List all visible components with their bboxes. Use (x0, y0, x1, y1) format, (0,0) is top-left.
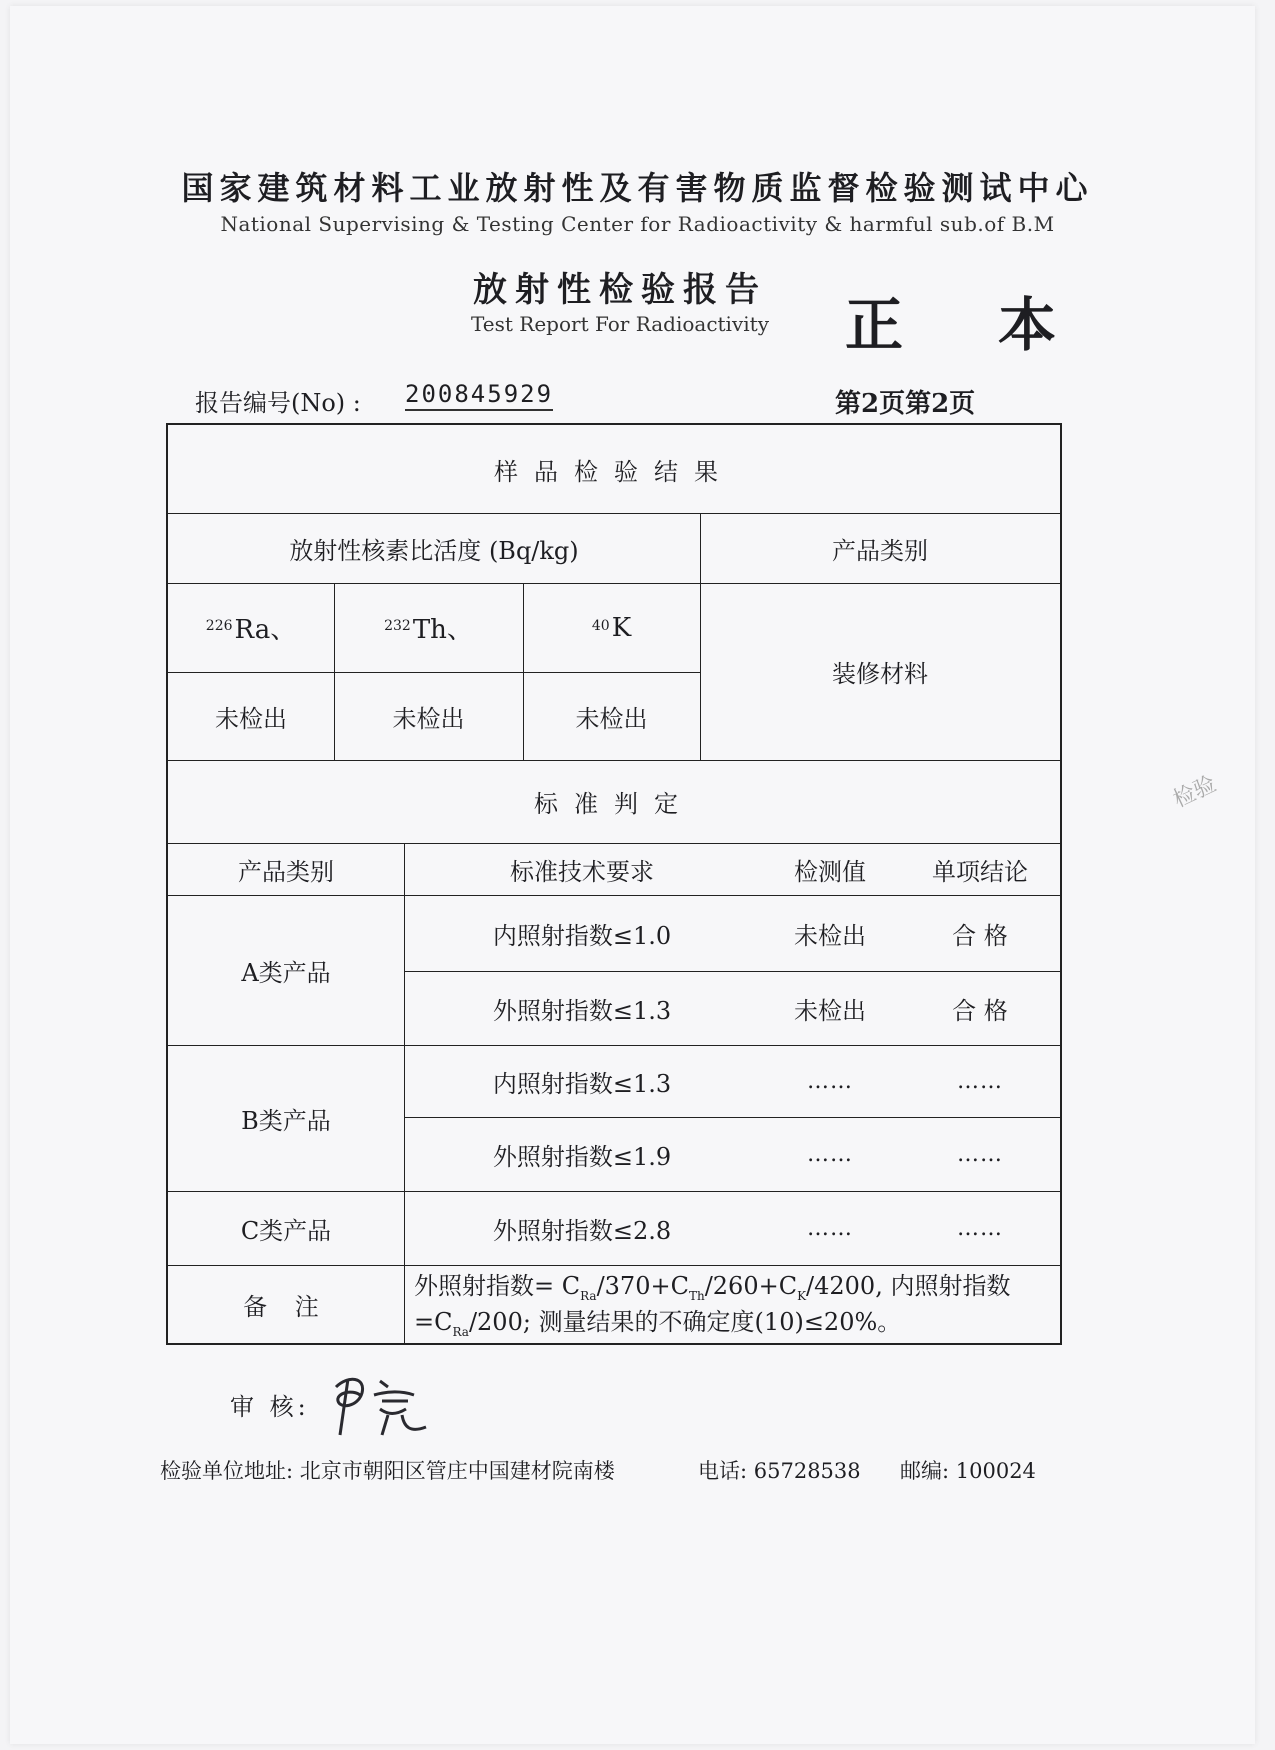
nuclide-k-result: 未检出 (575, 704, 648, 733)
category-header: 产品类别 (832, 536, 928, 565)
results-table (166, 423, 1062, 1345)
conclusion-a-internal: 合 格 (952, 921, 1008, 950)
reviewer-label: 审 核: (230, 1393, 310, 1421)
col-header-conclusion: 单项结论 (932, 857, 1028, 886)
measured-c-external: …… (807, 1215, 853, 1241)
report-number-value: 200845929 (405, 379, 553, 411)
col-header-category: 产品类别 (238, 857, 334, 886)
footer-address: 检验单位地址: 北京市朝阳区管庄中国建材院南楼 (160, 1459, 615, 1483)
product-category-value: 装修材料 (832, 660, 928, 688)
footer-postcode: 邮编: 100024 (900, 1459, 1036, 1483)
measured-a-external: 未检出 (794, 996, 866, 1025)
measured-a-internal: 未检出 (794, 921, 866, 950)
conclusion-a-external: 合 格 (952, 996, 1008, 1025)
original-copy-stamp: 正本 (845, 291, 1152, 359)
sample-results-title: 样品检验结果 (494, 457, 734, 486)
report-number-label: 报告编号(No) : (195, 389, 361, 417)
requirement-a-external: 外照射指数≤1.3 (492, 996, 672, 1025)
nuclide-th-header: $^{232}$ Th、 (384, 615, 473, 645)
partial-seal: 检验 (1169, 771, 1221, 813)
conclusion-b-internal: …… (957, 1068, 1003, 1094)
category-b: B类产品 (241, 1106, 331, 1135)
report-title-cn: 放射性检验报告 (473, 270, 767, 310)
measured-b-external: …… (807, 1141, 853, 1167)
page-number: 第2页第2页 (835, 389, 976, 419)
requirement-c-external: 外照射指数≤2.8 (492, 1216, 672, 1245)
remarks-label: 备 注 (243, 1292, 329, 1321)
requirement-a-internal: 内照射指数≤1.0 (492, 921, 672, 950)
standard-judgement-title: 标准判定 (534, 790, 694, 818)
requirement-b-internal: 内照射指数≤1.3 (492, 1069, 672, 1098)
category-a: A类产品 (241, 958, 331, 987)
report-title-en: Test Report For Radioactivity (471, 312, 769, 336)
conclusion-b-external: …… (957, 1141, 1003, 1167)
nuclide-ra-header: $^{226}$ Ra、 (205, 615, 297, 645)
nuclide-th-result: 未检出 (392, 704, 465, 733)
institution-name-cn: 国家建筑材料工业放射性及有害物质监督检验测试中心 (181, 169, 1094, 207)
nuclide-k-header: $^{40}$ K (591, 612, 632, 643)
col-header-requirement: 标准技术要求 (510, 857, 654, 886)
activity-header: 放射性核素比活度 (Bq/kg) (289, 536, 579, 565)
remarks-line-2: $=C_{Ra}/200$; 测量结果的不确定度(10)≤20%。 (414, 1308, 902, 1339)
col-header-measured: 检测值 (794, 857, 866, 886)
requirement-b-external: 外照射指数≤1.9 (492, 1142, 672, 1171)
conclusion-c-external: …… (957, 1215, 1003, 1241)
institution-name-en: National Supervising & Testing Center for Radioactivity & harmful sub.of B.M (220, 212, 1055, 236)
category-c: C类产品 (240, 1216, 332, 1245)
remarks-line-1: 外照射指数= $C_{Ra}/370+C_{Th}/260+C_K/4200$, 内照射指数 (414, 1272, 1011, 1303)
measured-b-internal: …… (807, 1068, 853, 1094)
reviewer-signature (318, 1365, 458, 1445)
nuclide-ra-result: 未检出 (215, 704, 287, 733)
footer-phone: 电话: 65728538 (698, 1459, 861, 1483)
